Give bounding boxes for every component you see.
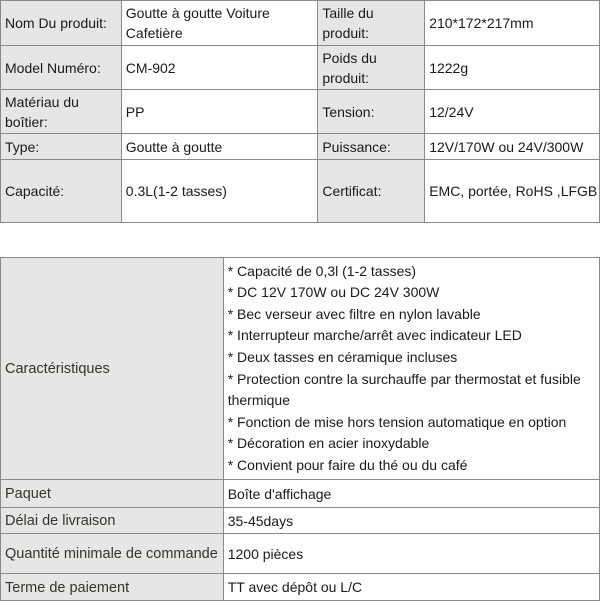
spec-value: Goutte à goutte Voiture Cafetière bbox=[121, 1, 318, 46]
spec-value: 12V/170W ou 24V/300W bbox=[425, 134, 600, 160]
spec-value: PP bbox=[121, 90, 318, 134]
spec-row bbox=[1, 160, 600, 223]
product-spec-table bbox=[0, 0, 600, 223]
spec-label: Capacité: bbox=[1, 160, 122, 223]
detail-label-text: Quantité minimale de commande bbox=[5, 546, 218, 562]
feature-item: * Bec verseur avec filtre en nylon lavable bbox=[227, 305, 481, 322]
features-label: Caractéristiques bbox=[1, 258, 224, 480]
detail-row bbox=[1, 534, 600, 574]
spec-value: 0.3L(1-2 tasses) bbox=[121, 160, 318, 223]
spec-label: Puissance: bbox=[318, 134, 425, 160]
detail-value: 35-45days bbox=[223, 508, 599, 534]
detail-value: TT avec dépôt ou L/C bbox=[223, 574, 599, 601]
spec-label: Certificat: bbox=[318, 160, 425, 223]
detail-row bbox=[1, 574, 600, 601]
detail-row bbox=[1, 508, 600, 534]
spec-label: Type: bbox=[1, 134, 122, 160]
spec-value: 1222g bbox=[425, 46, 600, 90]
feature-item: * Capacité de 0,3l (1-2 tasses) bbox=[227, 262, 417, 279]
detail-value: Boîte d'affichage bbox=[223, 480, 599, 508]
detail-label-text: Délai de livraison bbox=[5, 513, 116, 529]
spec-label: Model Numéro: bbox=[1, 46, 122, 90]
spec-table-body bbox=[1, 1, 600, 223]
feature-item: * Interrupteur marche/arrêt avec indicateur LED bbox=[227, 327, 522, 344]
spec-label: Tension: bbox=[318, 90, 425, 134]
spec-row bbox=[1, 1, 600, 46]
feature-item: * Protection contre la surchauffe par thermostat et fusible thermique bbox=[227, 370, 581, 409]
spec-value: 210*172*217mm bbox=[425, 1, 600, 46]
detail-row bbox=[1, 480, 600, 508]
feature-item: * Décoration en acier inoxydable bbox=[227, 435, 430, 452]
detail-label-text: Paquet bbox=[5, 486, 51, 502]
spec-value: 12/24V bbox=[425, 90, 600, 134]
spec-value: EMC, portée, RoHS ,LFGB bbox=[425, 160, 600, 223]
detail-label bbox=[1, 534, 224, 574]
spec-row bbox=[1, 134, 600, 160]
feature-item: * Convient pour faire du thé ou du café bbox=[227, 456, 468, 473]
spec-label: Nom Du produit: bbox=[1, 1, 122, 46]
feature-item: * DC 12V 170W ou DC 24V 300W bbox=[227, 284, 440, 301]
features-row bbox=[1, 258, 600, 480]
spec-row bbox=[1, 90, 600, 134]
detail-label bbox=[1, 508, 224, 534]
spec-label: Taille du produit: bbox=[318, 1, 425, 46]
spec-value: CM-902 bbox=[121, 46, 318, 90]
detail-label bbox=[1, 480, 224, 508]
spec-label: Poids du produit: bbox=[318, 46, 425, 90]
detail-label-text: Terme de paiement bbox=[5, 579, 130, 596]
feature-item: * Fonction de mise hors tension automatique en option bbox=[227, 413, 567, 430]
feature-item: * Deux tasses en céramique incluses bbox=[227, 348, 458, 365]
detail-table-body bbox=[1, 258, 600, 601]
spec-value: Goutte à goutte bbox=[121, 134, 318, 160]
features-list bbox=[223, 258, 599, 480]
product-detail-table bbox=[0, 257, 600, 601]
detail-value: 1200 pièces bbox=[223, 534, 599, 574]
spec-label: Matériau du boîtier: bbox=[1, 90, 122, 134]
spec-row bbox=[1, 46, 600, 90]
detail-label bbox=[1, 574, 224, 601]
